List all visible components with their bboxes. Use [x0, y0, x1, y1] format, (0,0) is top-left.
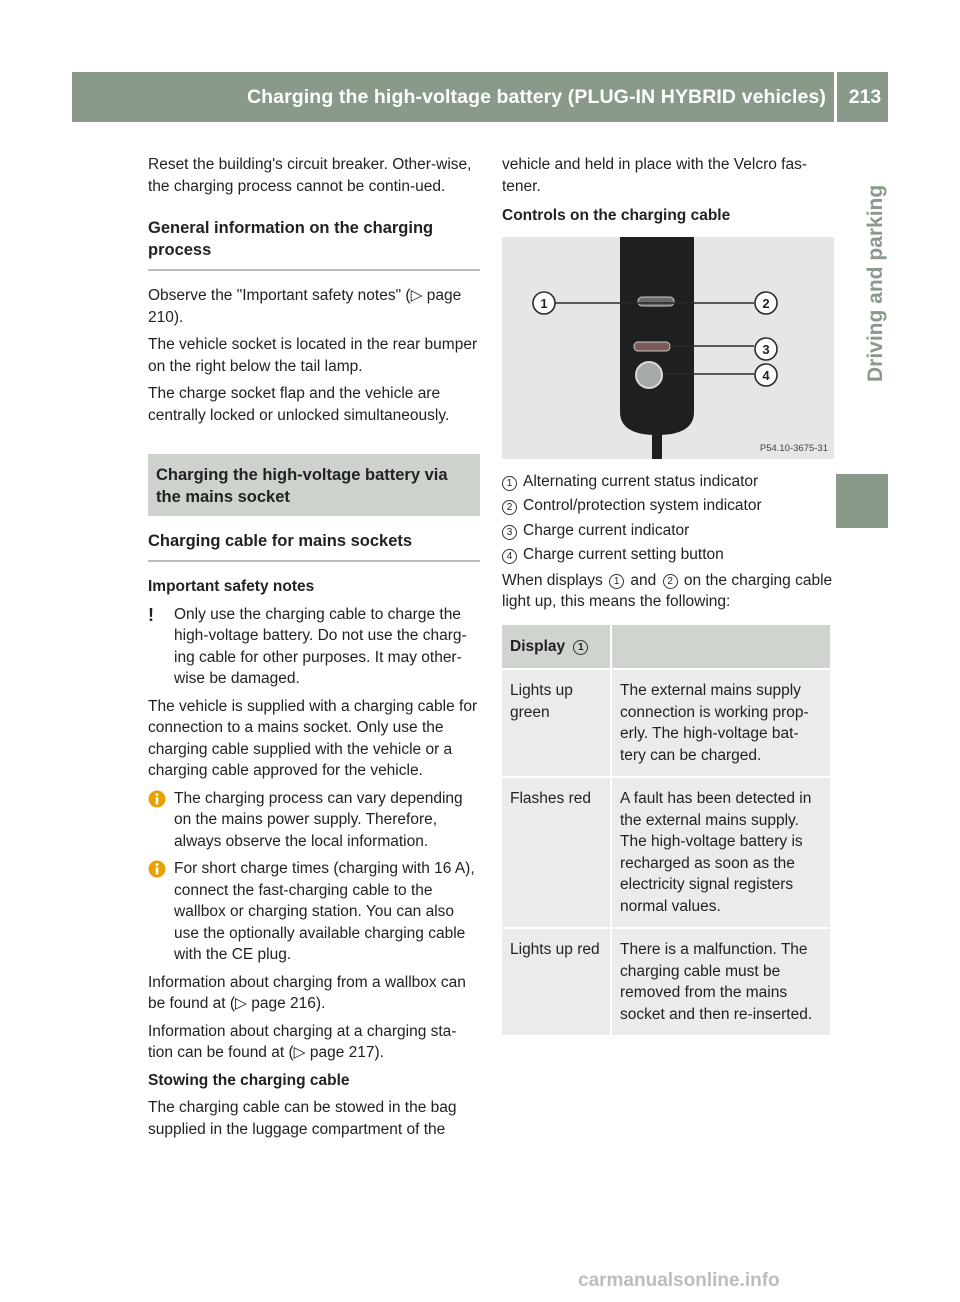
socket-text: The vehicle socket is located in the rear bumper on the right below the tail lamp.	[148, 336, 478, 375]
table-cell-meaning: The external mains supply connection is working prop-erly. The high-voltage bat-tery can be charged.	[612, 670, 830, 776]
wallbox-text: Information about charging from a wallbox can be found at (▷ page 216).	[148, 973, 466, 1012]
warning-text: Only use the charging cable to charge the high-voltage battery. Do not use the charg-ing cable for other purposes. It may other-wise be damaged.	[174, 605, 467, 687]
table-cell-display: Lights up green	[502, 670, 610, 776]
info-note	[148, 858, 480, 966]
legend-list	[502, 471, 834, 566]
table-cell-display: Lights up red	[502, 929, 610, 1035]
legend-number: 4	[502, 549, 517, 564]
intro-text: Reset the building's circuit breaker. Other-wise, the charging process cannot be contin-ued.	[148, 156, 472, 195]
table-header-cell	[612, 625, 830, 669]
legend-item	[502, 471, 834, 493]
displays-text-c: on the charging cable light up, this means the following:	[502, 571, 833, 610]
legend-number: 2	[502, 500, 517, 515]
station-text: Information about charging at a charging sta-tion can be found at (▷ page 217).	[148, 1022, 457, 1061]
observe-text: Observe the "Important safety notes" (▷ page 210).	[148, 287, 462, 326]
callout-3-label: 3	[762, 341, 770, 357]
heading-stowing: Stowing the charging cable	[148, 1071, 350, 1089]
legend-item	[502, 495, 834, 517]
callout-2	[755, 292, 777, 314]
info-text: For short charge times (charging with 16 A), connect the fast-charging cable to the wallbox or charging station. You can also use the optionally available charging cable with the CE plug.	[174, 860, 475, 963]
heading-safety-notes: Important safety notes	[148, 578, 315, 595]
side-tab-marker	[836, 474, 888, 528]
legend-text: Alternating current status indicator	[523, 472, 759, 490]
display-table	[500, 623, 832, 1038]
warning-note	[148, 604, 480, 690]
right-column	[502, 154, 834, 1037]
table-header-row	[502, 625, 830, 669]
table-cell-display: Flashes red	[502, 778, 610, 927]
heading-controls: Controls on the charging cable	[502, 207, 731, 224]
info-text: The charging process can vary depending on the mains power supply. Therefore, always observe the local information.	[174, 789, 463, 850]
info-note	[148, 788, 480, 853]
legend-text: Control/protection system indicator	[523, 497, 762, 514]
page-title: Charging the high-voltage battery (PLUG-IN HYBRID vehicles)	[246, 86, 826, 108]
displays-text-a: When displays	[502, 571, 603, 589]
table-header-label: Display	[510, 637, 566, 655]
displays-text	[502, 570, 834, 613]
supplied-text: The vehicle is supplied with a charging cable for connection to a mains socket. Only use the charging cable supplied with the vehicle or a charging cable approved for the vehicle.	[148, 697, 478, 779]
section-box-title: Charging the high-voltage battery via the mains socket	[156, 466, 448, 506]
info-icon	[148, 860, 166, 878]
table-row	[502, 778, 830, 927]
stowing-text: The charging cable can be stowed in the bag supplied in the luggage compartment of the	[148, 1099, 457, 1138]
charging-cable-photo	[502, 237, 834, 459]
callout-4	[755, 364, 777, 386]
callout-1	[533, 292, 555, 314]
warning-icon: !	[148, 604, 154, 625]
page-header	[72, 72, 888, 122]
heading-rule	[148, 560, 480, 562]
ref-number-2: 2	[663, 574, 678, 589]
heading-general-info: General information on the charging process	[148, 219, 434, 259]
table-cell-meaning: There is a malfunction. The charging cable must be removed from the mains socket and then re-inserted.	[612, 929, 830, 1035]
callout-1-label: 1	[540, 295, 548, 311]
table-header-cell	[502, 625, 610, 669]
legend-text: Charge current setting button	[523, 546, 724, 563]
side-tab-label: Driving and parking	[864, 184, 887, 382]
callout-3	[755, 338, 777, 360]
callout-2-label: 2	[762, 295, 770, 311]
section-box	[148, 454, 480, 516]
legend-item	[502, 520, 834, 542]
charging-cable-illustration	[502, 237, 834, 459]
legend-item	[502, 544, 834, 566]
table-row	[502, 929, 830, 1035]
displays-text-b: and	[630, 571, 657, 589]
heading-charging-cable: Charging cable for mains sockets	[148, 532, 413, 550]
info-icon	[148, 790, 166, 808]
table-row	[502, 670, 830, 776]
legend-number: 3	[502, 525, 517, 540]
ref-number-1: 1	[609, 574, 624, 589]
table-header-number: 1	[573, 640, 588, 655]
table-cell-meaning: A fault has been detected in the external mains supply. The high-voltage battery is recharged as soon as the electricity signal registers normal values.	[612, 778, 830, 927]
continued-text: vehicle and held in place with the Velcro fas-tener.	[502, 156, 808, 195]
heading-rule	[148, 269, 480, 271]
page-number: 213	[848, 86, 882, 108]
legend-number: 1	[502, 476, 517, 491]
callout-4-label: 4	[762, 367, 770, 383]
flap-text: The charge socket flap and the vehicle are centrally locked or unlocked simultaneously.	[148, 385, 450, 424]
watermark: carmanualsonline.info	[578, 1270, 780, 1291]
legend-text: Charge current indicator	[523, 521, 690, 539]
photo-code: P54.10-3675-31	[759, 442, 828, 454]
header-divider	[834, 72, 837, 122]
left-column	[148, 154, 480, 1146]
